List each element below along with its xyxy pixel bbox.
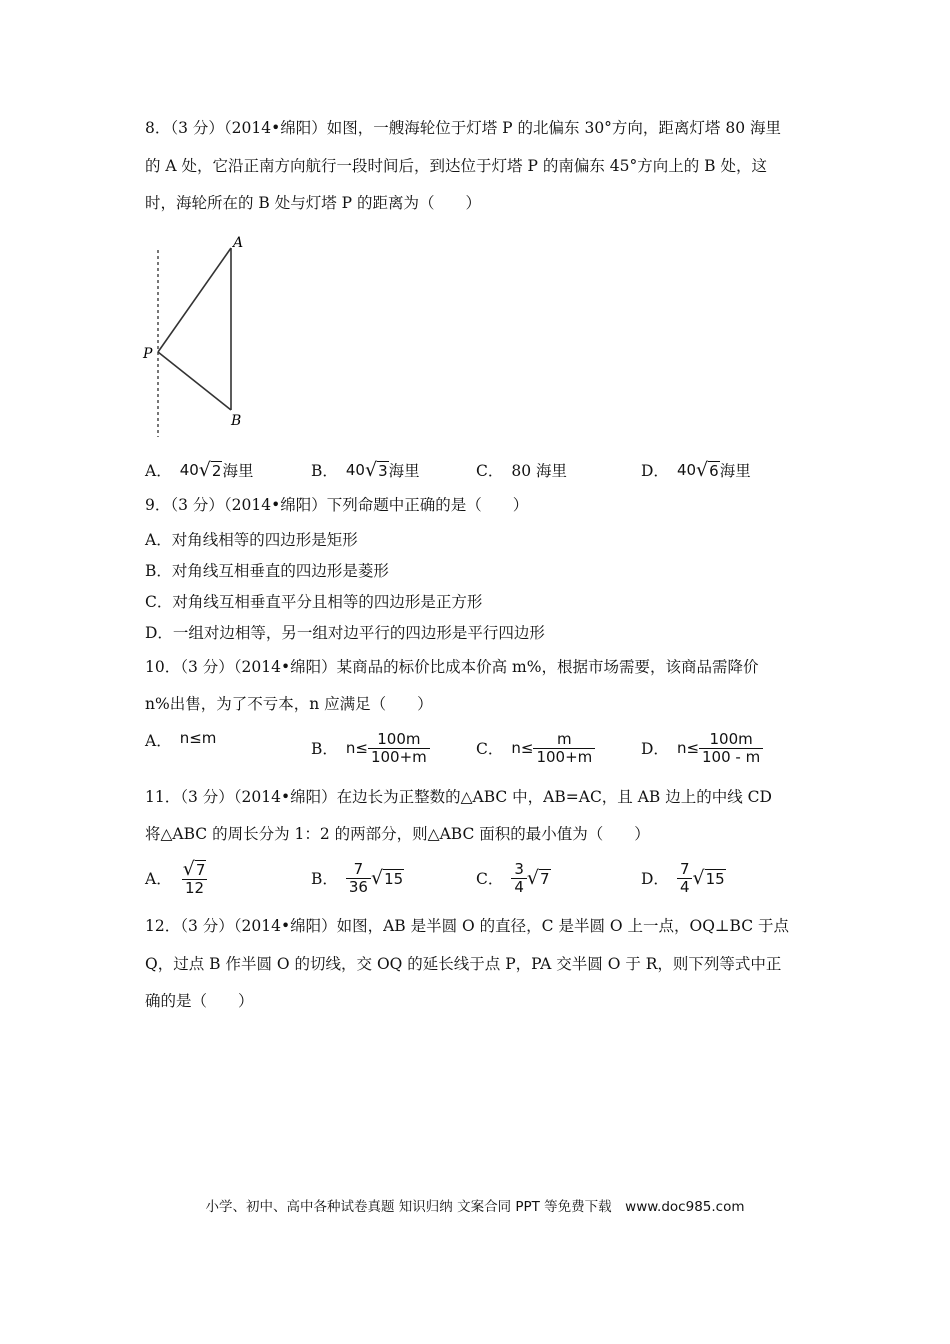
q9-option-a[interactable]: A．对角线相等的四边形是矩形 <box>145 531 358 549</box>
denominator: 100+m <box>533 748 595 766</box>
numerator: 3 <box>514 859 524 878</box>
fraction <box>699 731 763 766</box>
label-b: B <box>231 413 242 429</box>
radicand: 15 <box>384 869 404 888</box>
segment-pa <box>158 248 231 352</box>
option-label: A． <box>145 462 172 480</box>
option-label: D． <box>641 870 669 888</box>
segment-pb <box>158 352 231 410</box>
option-label: C． <box>476 462 504 480</box>
q8-stem-line-3: 时，海轮所在的 B 处与灯塔 P 的距离为（ ） <box>145 194 482 212</box>
inequality-prefix: n≤ <box>345 739 368 757</box>
q9-stem: 9．（3 分）（2014•绵阳）下列命题中正确的是（ ） <box>145 496 529 514</box>
q10-option-a[interactable] <box>145 726 216 773</box>
inequality-prefix: n≤ <box>511 739 534 757</box>
option-text: 80 海里 <box>511 462 568 480</box>
square-root: √ 6 <box>696 459 719 481</box>
option-label: A． <box>145 732 172 750</box>
radicand: 6 <box>709 461 719 480</box>
inequality-prefix: n≤ <box>676 739 700 757</box>
fraction <box>533 731 595 766</box>
square-root: √ 3 <box>364 459 388 481</box>
q11-option-a[interactable] <box>145 856 209 900</box>
denominator: 36 <box>346 878 371 896</box>
option-label: D． <box>641 462 669 480</box>
option-label: C． <box>476 870 504 888</box>
numerator: 7 <box>679 859 690 878</box>
q12-stem-line-3: 确的是（ ） <box>145 992 254 1010</box>
coefficient: 40 <box>676 461 697 479</box>
q11-stem-line-1: 11．（3 分）（2014•绵阳）在边长为正整数的△ABC 中，AB=AC，且 AB 边上的中线 CD <box>145 788 772 806</box>
unit: 海里 <box>719 462 751 480</box>
square-root: √ 7 <box>182 858 206 880</box>
square-root: √ 15 <box>370 867 404 889</box>
radicand: 2 <box>211 461 222 480</box>
numerator: 7 <box>353 859 364 878</box>
square-root: √ 2 <box>198 459 222 481</box>
q11-option-c[interactable] <box>476 856 551 900</box>
option-label: B． <box>311 870 338 888</box>
denominator: 4 <box>511 878 527 896</box>
radicand: 3 <box>378 461 388 480</box>
q10-options <box>145 726 785 770</box>
q8-option-a[interactable] <box>145 448 253 492</box>
q10-stem-line-2: n%出售，为了不亏本，n 应满足（ ） <box>145 695 433 713</box>
fraction <box>511 861 527 896</box>
q8-option-d[interactable] <box>641 448 751 492</box>
numerator: m <box>557 729 572 748</box>
denominator: 4 <box>677 878 693 896</box>
radicand: 15 <box>705 869 725 888</box>
label-p: P <box>143 346 153 362</box>
denominator: 100+m <box>368 748 430 766</box>
q10-option-d[interactable] <box>641 726 763 770</box>
q9-option-d[interactable]: D．一组对边相等，另一组对边平行的四边形是平行四边形 <box>145 624 545 642</box>
q9-option-c[interactable]: C．对角线互相垂直平分且相等的四边形是正方形 <box>145 593 483 611</box>
option-label: B． <box>311 740 338 758</box>
denominator: 12 <box>182 879 207 897</box>
q11-stem-line-2: 将△ABC 的周长分为 1：2 的两部分，则△ABC 面积的最小值为（ ） <box>145 825 650 843</box>
option-text: n≤m <box>179 729 217 747</box>
option-label: B． <box>311 462 338 480</box>
numerator <box>180 859 210 879</box>
q8-stem-line-1: 8．（3 分）（2014•绵阳）如图，一艘海轮位于灯塔 P 的北偏东 30°方向，距离灯塔 80 海里 <box>145 119 782 137</box>
q12-stem-line-1: 12．（3 分）（2014•绵阳）如图，AB 是半圆 O 的直径，C 是半圆 O 上一点，OQ⊥BC 于点 <box>145 917 789 935</box>
fraction <box>368 731 430 766</box>
q11-option-b[interactable] <box>311 856 404 900</box>
radicand: 7 <box>195 860 206 879</box>
q9-option-b[interactable]: B．对角线互相垂直的四边形是菱形 <box>145 562 389 580</box>
square-root: √ 15 <box>692 867 725 889</box>
fraction <box>677 861 693 896</box>
coefficient: 40 <box>345 461 365 479</box>
page-footer: 小学、初中、高中各种试卷真题 知识归纳 文案合同 PPT 等免费下载 www.doc985.com <box>205 1199 745 1215</box>
label-a: A <box>233 235 244 251</box>
fraction <box>180 859 210 897</box>
square-root: √ 7 <box>526 867 550 889</box>
q8-option-c[interactable] <box>476 448 567 492</box>
q8-stem-line-2: 的 A 处，它沿正南方向航行一段时间后，到达位于灯塔 P 的南偏东 45°方向上的 B 处，这 <box>145 157 767 175</box>
q11-options <box>145 856 785 900</box>
q10-stem-line-1: 10．（3 分）（2014•绵阳）某商品的标价比成本价高 m%，根据市场需要，该商品需降价 <box>145 658 759 676</box>
q10-option-b[interactable] <box>311 726 430 770</box>
unit: 海里 <box>222 462 254 480</box>
numerator: 100m <box>709 729 753 748</box>
denominator: 100 - m <box>699 748 763 766</box>
q10-option-c[interactable] <box>476 726 595 770</box>
q11-option-d[interactable] <box>641 856 726 900</box>
option-label: C． <box>476 740 504 758</box>
option-label: A． <box>145 870 172 888</box>
q8-options <box>145 448 785 492</box>
q8-figure-lighthouse-triangle <box>140 232 270 442</box>
option-label: D． <box>641 740 669 758</box>
radicand: 7 <box>540 869 550 888</box>
q8-option-b[interactable] <box>311 448 420 492</box>
unit: 海里 <box>388 462 420 480</box>
coefficient: 40 <box>179 461 199 479</box>
q12-stem-line-2: Q，过点 B 作半圆 O 的切线，交 OQ 的延长线于点 P，PA 交半圆 O 于 R，则下列等式中正 <box>145 955 782 973</box>
numerator: 100m <box>377 729 421 748</box>
fraction <box>346 861 371 896</box>
